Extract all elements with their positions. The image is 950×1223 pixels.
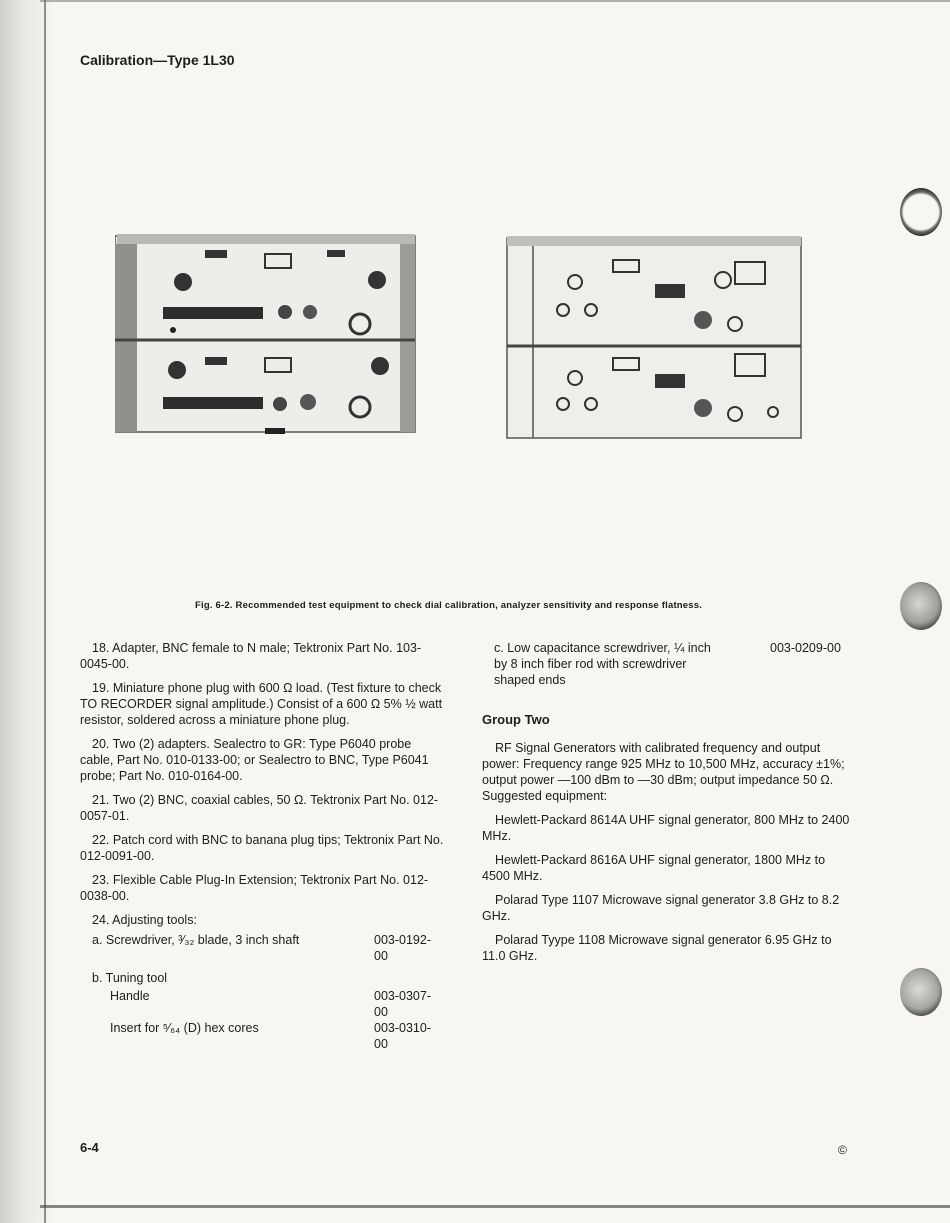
left-column: [80, 640, 444, 1052]
list-item-20: 20. Two (2) adapters. Sealectro to GR: Type P6040 probe cable, Part No. 010-0133-00; or Sealectro to BNC, Type P6041 probe; Part No. 010-0164-00.: [80, 737, 429, 783]
insert-part: 003-0310-00: [374, 1021, 431, 1051]
figure-photo-left-instruments: [115, 232, 420, 444]
handle-row: [80, 988, 444, 1020]
rf-generators-paragraph: RF Signal Generators with calibrated frequency and output power: Frequency range 925 MHz to 10,500 MHz, accuracy ±1%; output power —100 dBm to —30 dBm; output impedance 50 Ω. Suggested equipment:: [482, 741, 845, 803]
figure-caption: Fig. 6-2. Recommended test equipment to check dial calibration, analyzer sensitivity and response flatness.: [195, 600, 703, 611]
tool-c-row: [482, 640, 850, 688]
tool-c-part: 003-0209-00: [770, 641, 841, 655]
punch-hole-middle-icon: [900, 582, 942, 630]
equipment-polarad-1107: Polarad Type 1107 Microwave signal generator 3.8 GHz to 8.2 GHz.: [482, 893, 840, 923]
insert-label: Insert for ⁵⁄₆₄ (D) hex cores: [110, 1021, 259, 1035]
bottom-border-rule: [40, 1205, 950, 1208]
handle-label: Handle: [110, 989, 150, 1003]
equipment-hp-8614a: Hewlett-Packard 8614A UHF signal generator, 800 MHz to 2400 MHz.: [482, 813, 850, 843]
punch-hole-top-icon: [900, 188, 942, 236]
handle-part: 003-0307-00: [374, 989, 431, 1019]
tool-a-label: a. Screwdriver, ³⁄₃₂ blade, 3 inch shaft: [92, 933, 300, 947]
list-item-24: 24. Adjusting tools:: [92, 913, 197, 927]
list-item-18: 18. Adapter, BNC female to N male; Tektronix Part No. 103-0045-00.: [80, 641, 422, 671]
list-item-21: 21. Two (2) BNC, coaxial cables, 50 Ω. Tektronix Part No. 012-0057-01.: [80, 793, 439, 823]
list-item-22: 22. Patch cord with BNC to banana plug tips; Tektronix Part No. 012-0091-00.: [80, 833, 444, 863]
running-header: Calibration—Type 1L30: [80, 52, 235, 68]
figure-photo-right-generators: [503, 232, 808, 444]
group-two-heading: Group Two: [482, 712, 550, 727]
list-item-23: 23. Flexible Cable Plug-In Extension; Tektronix Part No. 012-0038-00.: [80, 873, 429, 903]
tool-b-label: b. Tuning tool: [92, 971, 168, 985]
left-border-rule: [44, 0, 46, 1223]
list-item-19: 19. Miniature phone plug with 600 Ω load. (Test fixture to check TO RECORDER signal amplitude.) Consist of a 600 Ω 5% ½ watt resistor, soldered across a miniature phone plug.: [80, 681, 443, 727]
tool-a-part: 003-0192-00: [374, 933, 431, 963]
page-number: 6-4: [80, 1140, 99, 1155]
punch-hole-bottom-icon: [900, 968, 942, 1016]
equipment-polarad-1108: Polarad Tyype 1108 Microwave signal generator 6.95 GHz to 11.0 GHz.: [482, 933, 832, 963]
top-border-rule: [40, 0, 950, 2]
equipment-hp-8616a: Hewlett-Packard 8616A UHF signal generator, 1800 MHz to 4500 MHz.: [482, 853, 826, 883]
copyright-symbol: ©: [838, 1143, 847, 1157]
page-binding-edge: [0, 0, 56, 1223]
tool-a-row: [80, 932, 444, 964]
right-column: [482, 640, 850, 972]
tool-c-label: c. Low capacitance screwdriver, ¼ inch by 8 inch fiber rod with screwdriver shaped ends: [494, 641, 711, 687]
insert-row: [80, 1020, 444, 1052]
